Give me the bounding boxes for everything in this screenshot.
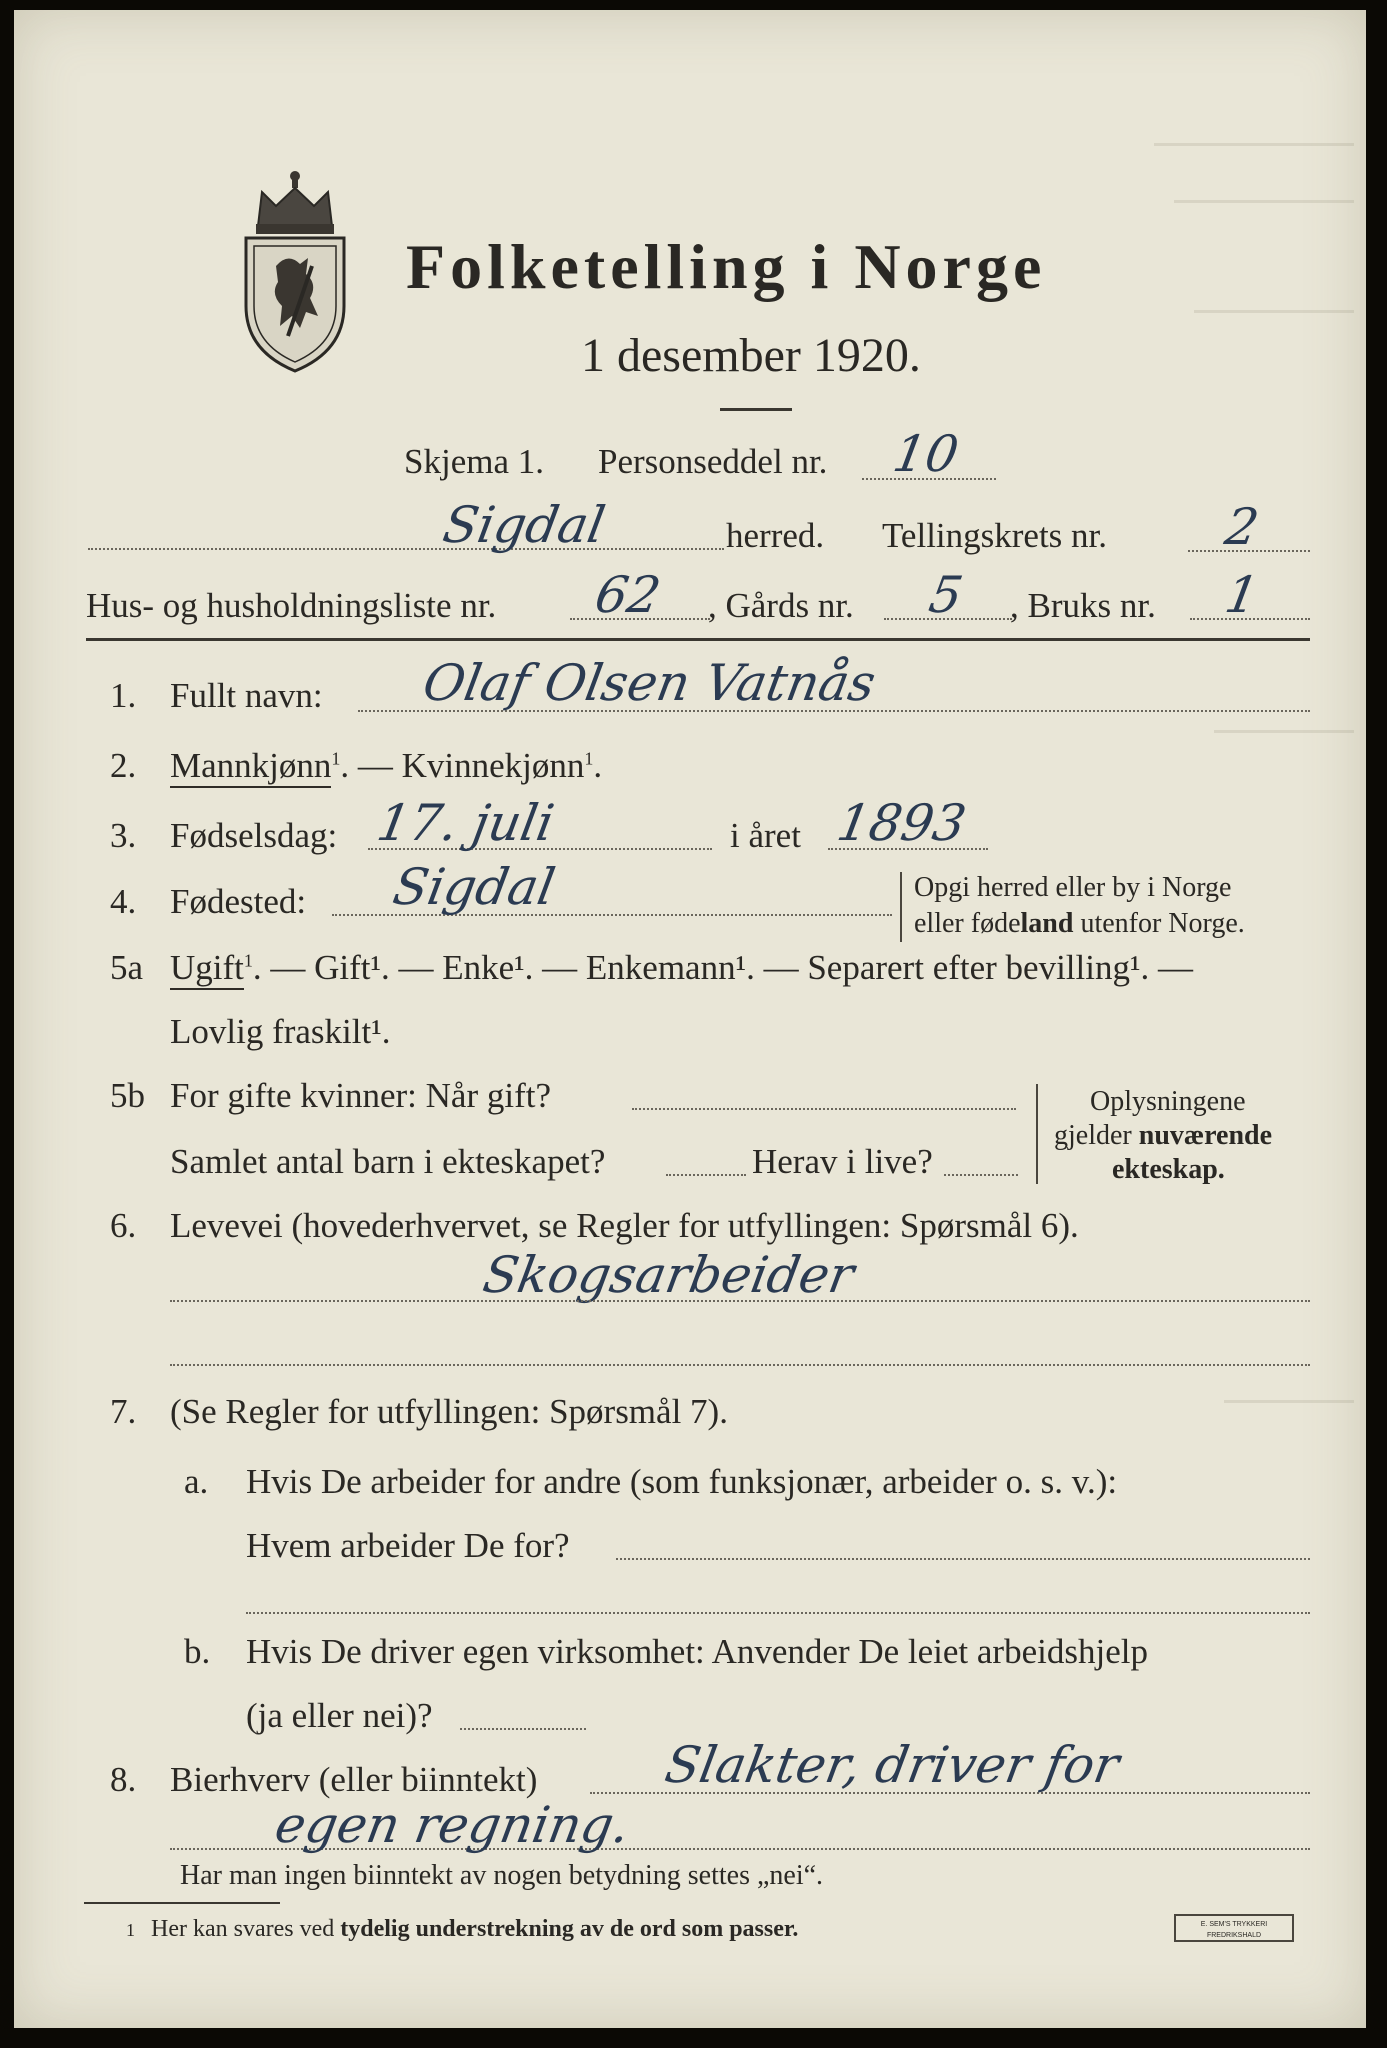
header-divider [86,638,1310,641]
footnote: 1 Her kan svares ved tydelig understrekning av de ord som passer. [126,1916,799,1942]
q7-number: 7. [110,1392,137,1431]
printer-stamp: E. SEM'S TRYKKERI FREDRIKSHALD [1174,1914,1294,1942]
birthplace-value[interactable]: Sigdal [388,858,560,916]
q7b-line2: (ja eller nei)? [246,1696,433,1735]
q5b-line2b: Herav i live? [752,1142,933,1181]
herred-label: herred. [726,516,825,555]
bruks-value[interactable]: 1 [1220,566,1263,624]
q3-label: Fødselsdag: [170,816,338,855]
q7-label: (Se Regler for utfyllingen: Spørsmål 7). [170,1392,728,1431]
side-occupation-line1[interactable]: Slakter, driver for [660,1736,1124,1794]
herred-value[interactable]: Sigdal [438,496,610,554]
q5b-number: 5b [110,1076,145,1115]
personseddel-label: Personseddel nr. [598,442,828,481]
q7b-letter: b. [184,1632,211,1671]
q5b-note3: ekteskap. [1112,1154,1225,1185]
gards-value[interactable]: 5 [924,566,967,624]
q7a-letter: a. [184,1462,209,1501]
q6-number: 6. [110,1206,137,1245]
birth-date-value[interactable]: 17. juli [372,794,559,852]
hus-value[interactable]: 62 [590,566,665,624]
q1-number: 1. [110,676,137,715]
form-title: Folketelling i Norge [406,231,1047,302]
q5b-line1: For gifte kvinner: Når gift? [170,1076,552,1115]
q4-note-line2: eller fødeland utenfor Norge. [914,908,1245,939]
gards-label: , Gårds nr. [708,586,854,625]
q2-end: . [593,746,603,785]
hus-label: Hus- og husholdningsliste nr. [86,586,497,625]
skjema-label: Skjema 1. [404,442,544,481]
q5b-note1: Oplysningene [1090,1086,1246,1117]
side-occupation-line2[interactable]: egen regning. [270,1796,635,1854]
q2-options: Mannkjønn$^1$. — Kvinnekjønn$^1$. [170,746,602,786]
occupation-value[interactable]: Skogsarbeider [478,1246,859,1304]
title-divider [720,408,792,411]
q4-number: 4. [110,882,137,921]
footnote-divider [84,1902,280,1904]
option-ugift[interactable]: Ugift [170,948,244,990]
q8-number: 8. [110,1760,137,1799]
q7a-line1: Hvis De arbeider for andre (som funksjonær, arbeider o. s. v.): [246,1462,1118,1501]
q5a-other-options[interactable]: . — Gift¹. — Enke¹. — Enkemann¹. — Separert efter bevilling¹. — [252,948,1193,987]
q3-number: 3. [110,816,137,855]
census-date: 1 desember 1920. [581,329,921,382]
q7b-line1: Hvis De driver egen virksomhet: Anvender De leiet arbeidshjelp [246,1632,1148,1671]
q7a-line2: Hvem arbeider De for? [246,1526,570,1565]
coat-of-arms-icon [236,166,354,376]
q2-dash: . — [340,746,402,785]
birth-year-value[interactable]: 1893 [832,794,971,852]
q4-label: Fødested: [170,882,307,921]
full-name-value[interactable]: Olaf Olsen Vatnås [418,654,880,712]
option-mannkjonn[interactable]: Mannkjønn [170,746,331,788]
q1-label: Fullt navn: [170,676,323,715]
personseddel-number[interactable]: 10 [888,425,963,483]
q8-note: Har man ingen biinntekt av nogen betydning settes „nei“. [180,1860,824,1891]
q3-year-label: i året [730,816,801,855]
q5a-options: Ugift$^1$. — Gift¹. — Enke¹. — Enkemann¹. — Separert efter bevilling¹. — [170,948,1193,988]
bruks-label: , Bruks nr. [1010,586,1156,625]
tellingskrets-value[interactable]: 2 [1220,498,1263,556]
q4-note-line1: Opgi herred eller by i Norge [914,872,1232,903]
option-kvinnekjonn[interactable]: Kvinnekjønn [401,746,585,785]
tellingskrets-label: Tellingskrets nr. [882,516,1108,555]
census-form-sheet [14,10,1366,2028]
q5a-line2[interactable]: Lovlig fraskilt¹. [170,1012,391,1051]
q8-label: Bierhverv (eller biinntekt) [170,1760,538,1799]
q2-number: 2. [110,746,137,785]
q5a-number: 5a [110,948,144,987]
q5b-note2: gjelder nuværende [1054,1120,1273,1151]
q6-label: Levevei (hovederhvervet, se Regler for utfyllingen: Spørsmål 6). [170,1206,1079,1245]
q5b-line2a: Samlet antal barn i ekteskapet? [170,1142,606,1181]
